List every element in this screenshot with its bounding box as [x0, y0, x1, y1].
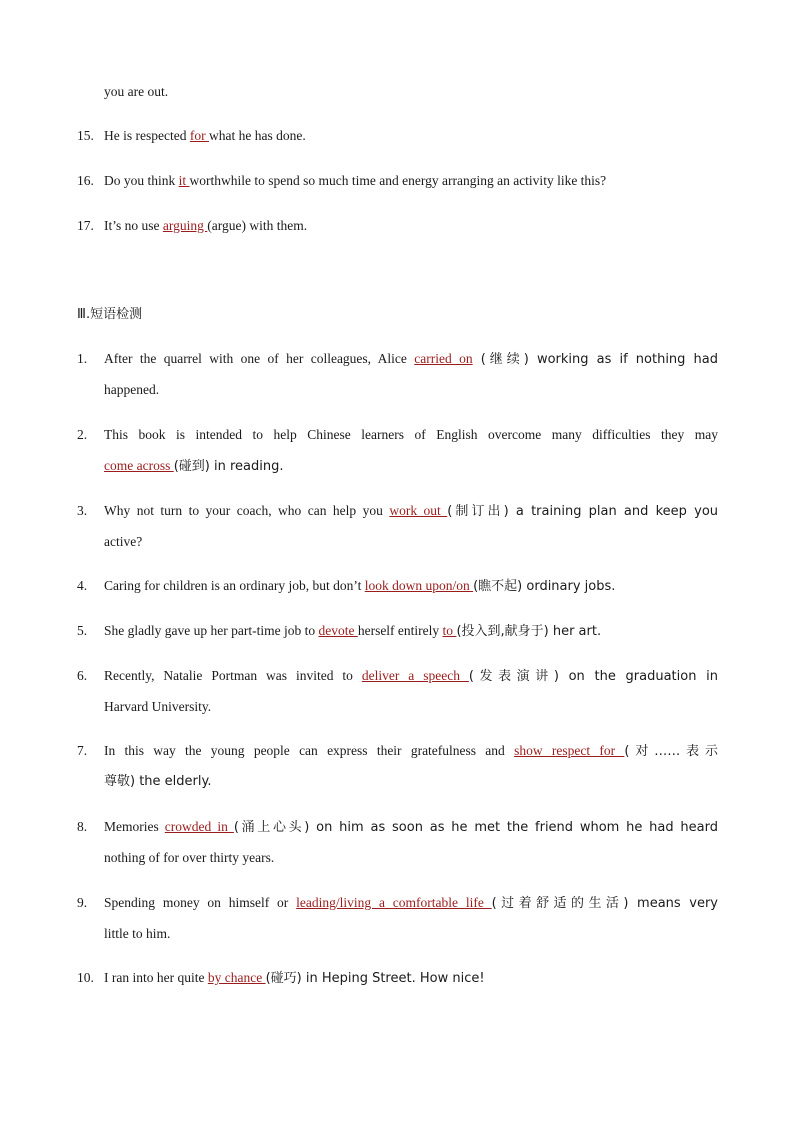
- phrase-number: 5.: [77, 623, 88, 638]
- phrase-text: (过着舒适的生活) means very: [491, 896, 718, 911]
- answer-blank: by chance: [207, 970, 266, 985]
- phrase-number: 3.: [77, 503, 88, 518]
- phrase-text: (发表演讲) on the graduation in: [468, 669, 718, 684]
- phrase-text: (继续) working as if nothing had: [472, 352, 719, 367]
- phrase-number: 1.: [77, 351, 88, 366]
- sentence-number: 16.: [77, 173, 94, 188]
- answer-blank: work out: [389, 503, 448, 518]
- phrase-text: Recently, Natalie Portman was invited to: [104, 668, 362, 683]
- phrase-number: 2.: [77, 427, 88, 442]
- phrase-4-line-1: [104, 577, 615, 596]
- answer-blank: look down upon/on: [364, 578, 474, 593]
- phrase-text: (瞧不起) ordinary jobs.: [473, 579, 616, 594]
- sentence-text: (argue) with them.: [207, 218, 308, 233]
- phrase-1-line-1: [104, 350, 718, 369]
- sentence-number: 17.: [77, 218, 94, 233]
- sentence-17: [104, 217, 307, 235]
- phrase-number: 8.: [77, 819, 88, 834]
- answer-blank: for: [189, 128, 209, 143]
- phrase-2-line-2: [104, 457, 284, 476]
- answer-blank: leading/living a comfortable life: [296, 895, 492, 910]
- answer-blank: crowded in: [164, 819, 234, 834]
- phrase-2-line-1: This book is intended to help Chinese learners of English overcome many difficulties they may: [104, 427, 718, 442]
- phrase-text: (碰到) in reading.: [173, 459, 284, 474]
- sentence-16: [104, 172, 606, 190]
- phrase-text: In this way the young people can express their gratefulness and: [104, 743, 515, 758]
- phrase-text: (投入到,献身于) her art.: [456, 624, 602, 639]
- sentence-text: He is respected: [104, 128, 190, 143]
- phrase-3-line-1: [104, 502, 718, 521]
- answer-blank: come across: [104, 458, 174, 473]
- sentence-text: what he has done.: [208, 128, 306, 143]
- section-heading: Ⅲ.短语检测: [77, 307, 143, 322]
- sentence-text: Do you think: [104, 173, 179, 188]
- phrase-7-line-2: 尊敬) the elderly.: [104, 774, 212, 789]
- phrase-number: 10.: [77, 970, 94, 985]
- phrase-text: (制订出) a training plan and keep you: [447, 504, 719, 519]
- phrase-9-line-1: [104, 894, 718, 913]
- phrase-text: After the quarrel with one of her colleagues, Alice: [104, 351, 415, 366]
- phrase-text: I ran into her quite: [104, 970, 208, 985]
- phrase-8-line-1: [104, 818, 718, 837]
- phrase-9-line-2: little to him.: [104, 926, 171, 941]
- phrase-text: She gladly gave up her part-time job to: [104, 623, 319, 638]
- answer-blank: carried on: [414, 351, 473, 366]
- phrase-3-line-2: active?: [104, 534, 143, 549]
- phrase-5-line-1: [104, 622, 601, 641]
- answer-blank: show respect for: [514, 743, 625, 758]
- answer-blank: devote: [318, 623, 358, 638]
- phrase-number: 6.: [77, 668, 88, 683]
- phrase-text: (碰巧) in Heping Street. How nice!: [265, 971, 485, 986]
- phrase-text: (涌上心头) on him as soon as he met the friend whom he had heard: [233, 820, 719, 835]
- answer-blank: arguing: [162, 218, 208, 233]
- answer-blank: it: [178, 173, 190, 188]
- phrase-text: Caring for children is an ordinary job, but don’t: [104, 578, 365, 593]
- answer-blank: deliver a speech: [361, 668, 469, 683]
- phrase-text: herself entirely: [357, 623, 443, 638]
- sentence-text: It’s no use: [104, 218, 163, 233]
- phrase-number: 4.: [77, 578, 88, 593]
- phrase-6-line-2: Harvard University.: [104, 699, 212, 714]
- phrase-text: (对……表示: [624, 744, 718, 759]
- phrase-number: 7.: [77, 743, 88, 758]
- continuation-line: you are out.: [104, 84, 169, 99]
- phrase-10-line-1: [104, 969, 485, 988]
- phrase-1-line-2: happened.: [104, 382, 160, 397]
- phrase-6-line-1: [104, 667, 718, 686]
- phrase-number: 9.: [77, 895, 88, 910]
- phrase-7-line-1: [104, 742, 718, 761]
- phrase-text: Memories: [104, 819, 165, 834]
- phrase-8-line-2: nothing of for over thirty years.: [104, 850, 275, 865]
- answer-blank: to: [442, 623, 457, 638]
- sentence-text: worthwhile to spend so much time and energy arranging an activity like this?: [189, 173, 607, 188]
- phrase-text: Spending money on himself or: [104, 895, 297, 910]
- phrase-text: Why not turn to your coach, who can help you: [104, 503, 390, 518]
- sentence-15: [104, 127, 306, 145]
- sentence-number: 15.: [77, 128, 94, 143]
